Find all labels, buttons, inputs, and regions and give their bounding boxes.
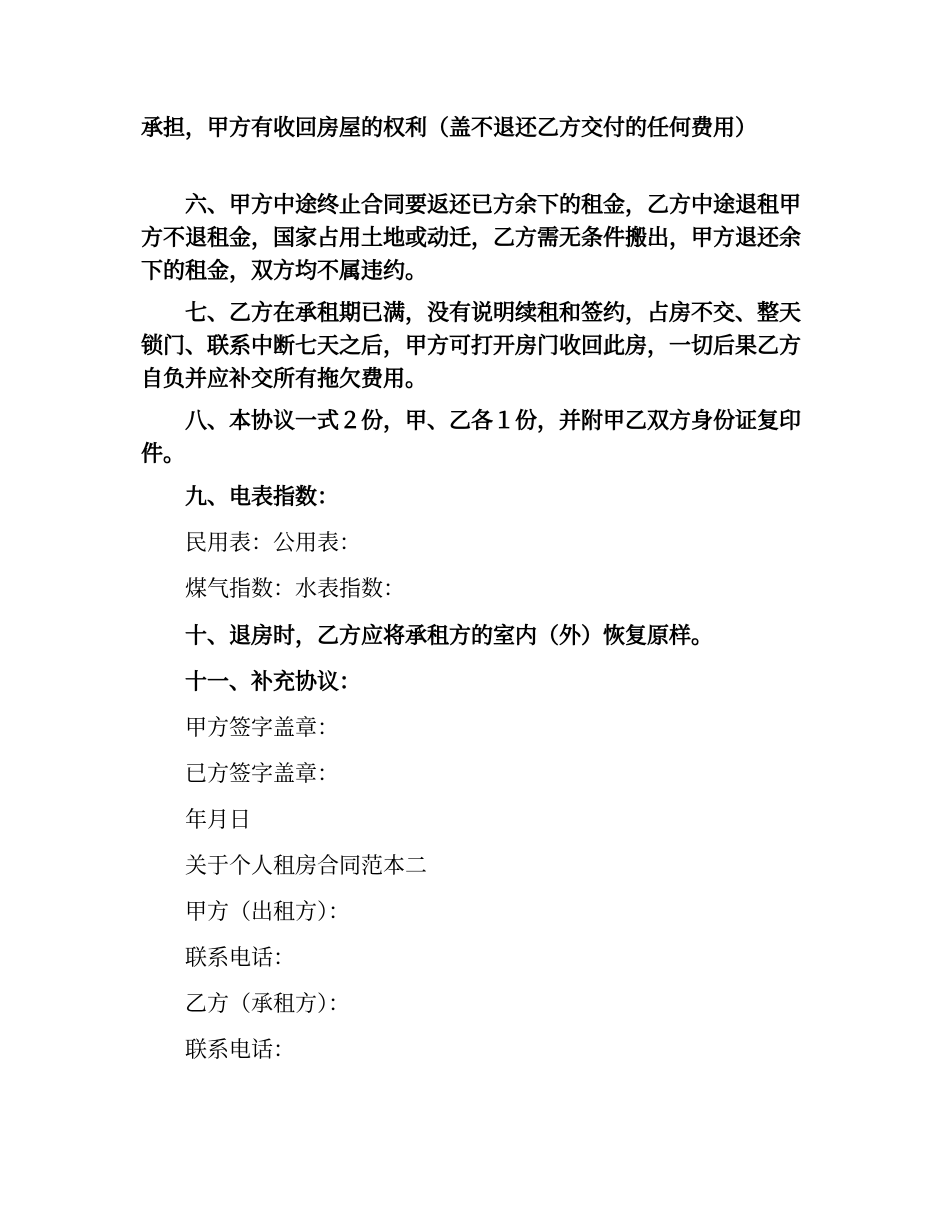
clause-ten: 十、退房时，乙方应将承租方的室内（外）恢复原样。 (185, 623, 714, 649)
signature-date: 年月日 (185, 808, 252, 833)
signature-party-b: 已方签字盖章： (185, 762, 340, 787)
paragraph-continuation: 承担，甲方有收回房屋的权利（盖不退还乙方交付的任何费用） (141, 115, 758, 141)
party-a-lessor: 甲方（出租方）： (185, 900, 351, 925)
meter-civil-public: 民用表：公用表： (185, 531, 362, 556)
signature-party-a: 甲方签字盖章： (185, 716, 340, 741)
clause-nine-heading: 九、电表指数： (185, 484, 340, 510)
clause-six: 六、甲方中途终止合同要返还已方余下的租金，乙方中途退租甲方不退租金，国家占用土地或动迁，乙方需无条件搬出，甲方退还余下的租金，双方均不属违约。 (141, 192, 802, 284)
meter-gas-water: 煤气指数：水表指数： (185, 577, 406, 602)
template-two-title: 关于个人租房合同范本二 (185, 854, 428, 879)
party-b-phone: 联系电话： (185, 1038, 296, 1063)
clause-eight: 八、本协议一式２份，甲、乙各１份，并附甲乙双方身份证复印件。 (141, 408, 802, 467)
party-b-lessee: 乙方（承租方）： (185, 992, 351, 1017)
clause-seven: 七、乙方在承租期已满，没有说明续租和签约，占房不交、整天锁门、联系中断七天之后，甲方可打开房门收回此房，一切后果乙方自负并应补交所有拖欠费用。 (141, 300, 802, 392)
party-a-phone: 联系电话： (185, 946, 296, 971)
clause-eleven-heading: 十一、补充协议： (185, 669, 362, 695)
